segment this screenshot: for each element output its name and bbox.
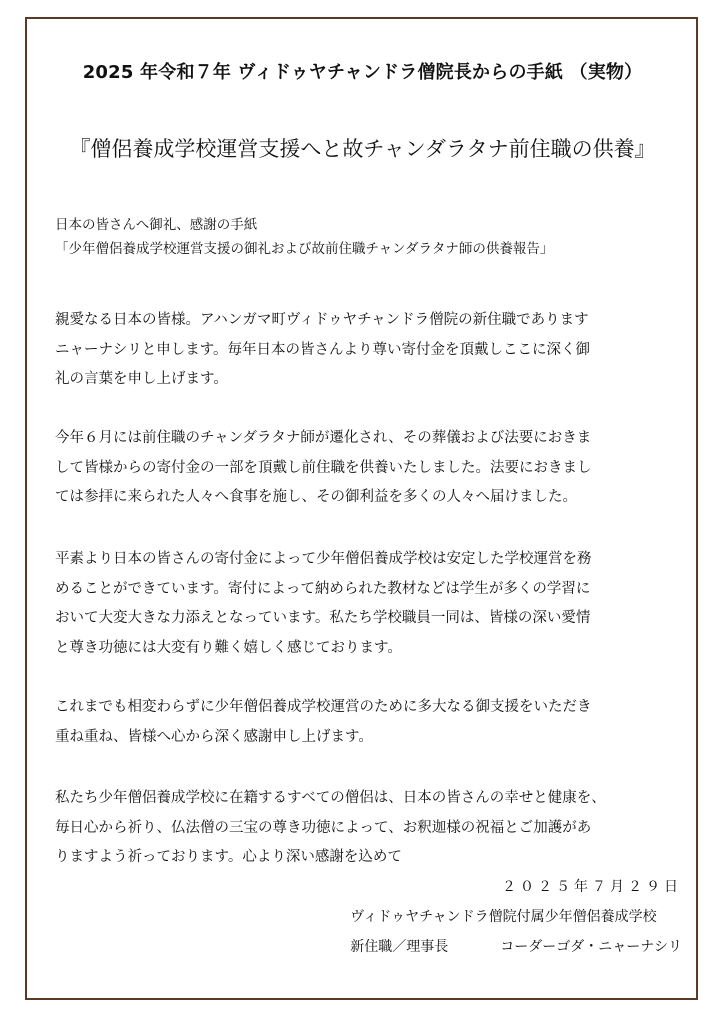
paragraph-line: 私たち少年僧侶養成学校に在籍するすべての僧侶は、日本の皆さんの幸せと健康を、	[55, 790, 606, 806]
paragraph-line: 平素より日本の皆さんの寄付金によって少年僧侶養成学校は安定した学校運営を務	[55, 551, 592, 567]
intro-line: 「少年僧侶養成学校運営支援の御礼および故前住職チャンダラタナ師の供養報告」	[55, 241, 554, 257]
signature-organization: ヴィドゥヤチャンドラ僧院付属少年僧侶養成学校	[350, 909, 657, 925]
paragraph-line: 重ね重ね、皆様へ心から深く感謝申し上げます。	[55, 728, 373, 745]
intro-line: 日本の皆さんへ御礼、感謝の手紙	[55, 217, 258, 233]
signature-role: 新住職／理事長	[350, 939, 449, 955]
paragraph-greeting	[55, 306, 590, 395]
paragraph-line: 礼の言葉を申し上げます。	[55, 371, 228, 387]
paragraph-line: これまでも相変わらずに少年僧侶養成学校運営のために多大なる御支援をいただき	[55, 699, 592, 715]
main-title: 『僧侶養成学校運営支援へと故チャンダラタナ前住職の供養』	[69, 137, 656, 161]
paragraph-line: おいて大変大きな力添えとなっています。私たち学校職員一同は、皆様の深い愛情	[55, 610, 591, 626]
signature-name: コーダーゴダ・ニャーナシリ	[500, 939, 682, 955]
signature-name-row	[350, 932, 682, 962]
paragraph-school-operation	[55, 545, 592, 663]
paragraph-line: と尊き功徳には大変有り難く嬉しく感じております。	[55, 639, 402, 656]
header-title: 2025 年令和７年 ヴィドゥヤチャンドラ僧院長からの手紙 （実物）	[82, 62, 643, 83]
intro-block	[55, 213, 553, 261]
paragraph-memorial	[55, 424, 592, 513]
paragraph-thanks	[55, 693, 592, 752]
paragraph-line: 今年６月には前住職のチャンダラタナ師が遷化され、その葬儀および法要におきま	[55, 430, 592, 446]
paragraph-line: りますよう祈っております。心より深い感謝を込めて	[55, 849, 402, 865]
signature-block	[350, 872, 682, 962]
paragraph-line: ニャーナシリと申します。毎年日本の皆さんより尊い寄付金を頂戴しここに深く御	[55, 341, 591, 358]
paragraph-line: 親愛なる日本の皆様。アハンガマ町ヴィドゥヤチャンドラ僧院の新住職であります	[55, 312, 589, 328]
paragraph-line: して皆様からの寄付金の一部を頂戴し前住職を供養いたしました。法要におきまし	[55, 459, 592, 476]
paragraph-line: ては参拝に来られた人々へ食事を施し、その御利益を多くの人々へ届けました。	[55, 489, 577, 505]
signature-date: ２０２５年７月２９日	[502, 879, 682, 895]
paragraph-line: めることができています。寄付によって納められた教材などは学生が多くの学習に	[55, 580, 591, 597]
paragraph-line: 毎日心から祈り、仏法僧の三宝の尊き功徳によって、お釈迦様の祝福とご加護があ	[55, 819, 592, 836]
paragraph-prayer	[55, 784, 606, 873]
